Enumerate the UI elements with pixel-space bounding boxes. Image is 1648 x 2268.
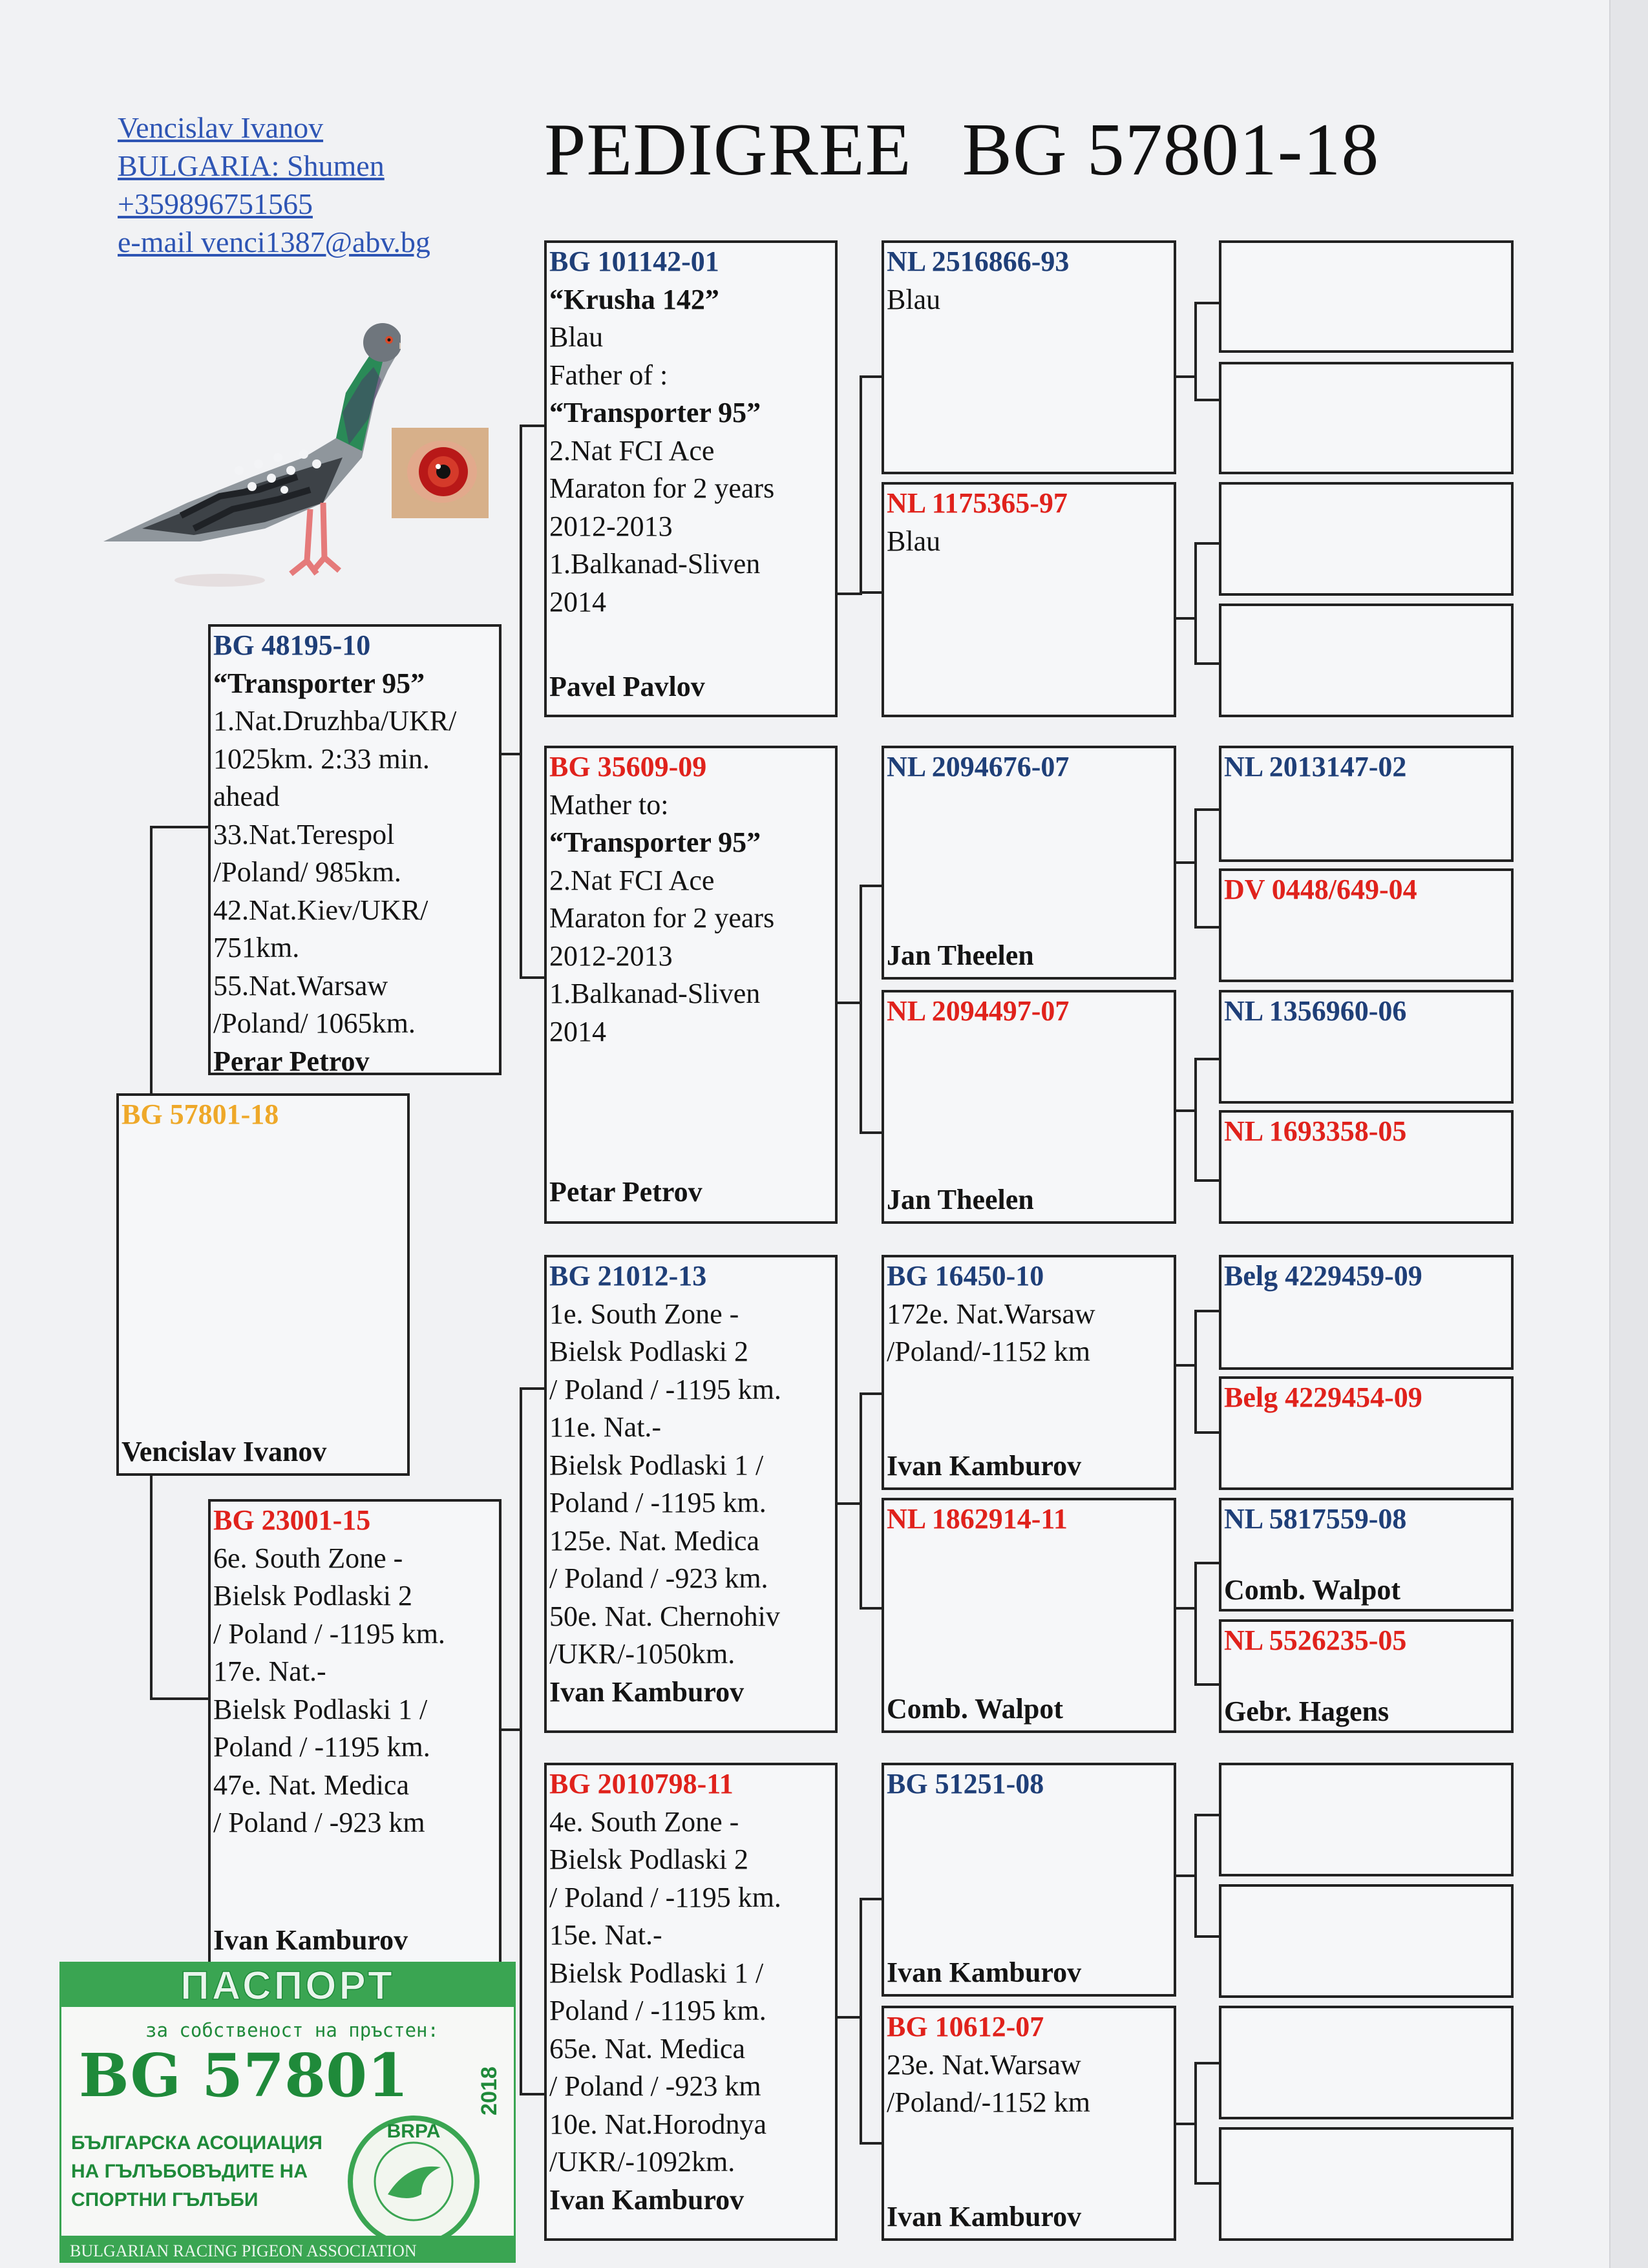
passport-year: 2018 xyxy=(477,2066,502,2116)
gen4-ring: Belg 4229454-09 xyxy=(1224,1381,1422,1413)
gen4-ring: NL 1693358-05 xyxy=(1224,1115,1407,1147)
mf-ring: BG 21012-13 xyxy=(549,1260,707,1292)
gen3-owner: Jan Theelen xyxy=(887,1183,1034,1215)
grandfather-paternal-box xyxy=(544,240,838,717)
father-result-line: 33.Nat.Terespol xyxy=(213,818,395,850)
mf-result-line: 50e. Nat. Chernohiv xyxy=(549,1600,780,1632)
mm-result-line: 65e. Nat. Medica xyxy=(549,2032,745,2064)
father-result-line: 1.Nat.Druzhba/UKR/ xyxy=(213,705,457,737)
pigeon-eye-image xyxy=(392,428,489,518)
gen4-box-6 xyxy=(1219,868,1514,982)
gen4-box-7 xyxy=(1219,990,1514,1104)
gen4-box-16 xyxy=(1219,2127,1514,2241)
mother-owner: Ivan Kamburov xyxy=(213,1924,408,1956)
gen4-ring: NL 5526235-05 xyxy=(1224,1624,1407,1656)
passport-association-line: БЪЛГАРСКА АСОЦИАЦИЯ xyxy=(71,2132,322,2154)
breeder-location[interactable]: BULGARIA: Shumen xyxy=(118,149,385,182)
father-owner: Perar Petrov xyxy=(213,1045,370,1075)
ff-info-line: Father of : xyxy=(549,359,668,391)
fm-offspring-name: “Transporter 95” xyxy=(549,826,761,858)
gen4-box-4 xyxy=(1219,604,1514,717)
mother-result-line: / Poland / -1195 km. xyxy=(213,1617,445,1650)
fm-owner: Petar Petrov xyxy=(549,1175,703,1208)
ff-result-line: Maraton for 2 years xyxy=(549,472,775,504)
gen3-info-line: /Poland/-1152 km xyxy=(887,1336,1090,1367)
passport-ring: BG 57801 xyxy=(79,2041,409,2110)
gen4-ring: NL 5817559-08 xyxy=(1224,1503,1407,1535)
ff-info-line: Blau xyxy=(549,321,604,353)
grandmother-maternal-box xyxy=(544,1763,838,2241)
mm-result-line: Bielsk Podlaski 2 xyxy=(549,1843,749,1875)
fm-result-line: Maraton for 2 years xyxy=(549,902,775,934)
father-result-line: 55.Nat.Warsaw xyxy=(213,969,388,1002)
passport-seal-text: BRPA xyxy=(386,2121,441,2142)
subject-box xyxy=(116,1093,410,1476)
grandfather-maternal-box xyxy=(544,1255,838,1733)
breeder-contact xyxy=(118,109,430,261)
mother-ring: BG 23001-15 xyxy=(213,1504,371,1536)
mf-result-line: / Poland / -923 km. xyxy=(549,1562,768,1594)
father-result-line: /Poland/ 985km. xyxy=(213,856,401,888)
gen4-box-11 xyxy=(1219,1498,1514,1612)
mother-result-line: Poland / -1195 km. xyxy=(213,1731,430,1763)
mother-result-line: Bielsk Podlaski 1 / xyxy=(213,1693,428,1725)
mm-owner: Ivan Kamburov xyxy=(549,2183,745,2216)
mf-result-line: Poland / -1195 km. xyxy=(549,1487,766,1518)
passport-association-line: НА ГЪЛЪБОВЪДИТЕ НА xyxy=(71,2161,308,2182)
gen4-box-15 xyxy=(1219,2006,1514,2119)
gen4-ring: DV 0448/649-04 xyxy=(1224,874,1417,905)
mm-result-line: /UKR/-1092km. xyxy=(549,2146,735,2178)
ownership-passport-sticker xyxy=(59,1962,516,2263)
mother-result-line: 47e. Nat. Medica xyxy=(213,1769,409,1801)
breeder-email[interactable]: e-mail venci1387@abv.bg xyxy=(118,226,430,258)
gen3-owner: Ivan Kamburov xyxy=(887,1449,1082,1482)
mf-result-line: 1e. South Zone - xyxy=(549,1297,739,1330)
gen4-box-10 xyxy=(1219,1376,1514,1490)
gen3-ring: NL 2094497-07 xyxy=(887,995,1070,1027)
gen4-owner: Comb. Walpot xyxy=(1224,1573,1401,1606)
gen3-ring: NL 1862914-11 xyxy=(887,1503,1068,1535)
mf-result-line: / Poland / -1195 km. xyxy=(549,1373,781,1405)
passport-footer: BULGARIAN RACING PIGEON ASSOCIATION xyxy=(70,2242,417,2260)
breeder-name[interactable]: Vencislav Ivanov xyxy=(118,111,324,144)
ff-owner: Pavel Pavlov xyxy=(549,670,705,702)
gen3-ring: NL 2094676-07 xyxy=(887,751,1070,782)
mother-result-line: 6e. South Zone - xyxy=(213,1542,403,1574)
mm-result-line: / Poland / -923 km xyxy=(549,2070,761,2102)
ff-offspring-name: “Transporter 95” xyxy=(549,397,761,428)
gen3-ring: BG 16450-10 xyxy=(887,1260,1044,1292)
gen4-box-13 xyxy=(1219,1763,1514,1876)
mf-result-line: Bielsk Podlaski 1 / xyxy=(549,1449,764,1481)
pigeon-image xyxy=(90,309,401,600)
mf-result-line: /UKR/-1050km. xyxy=(549,1638,735,1670)
fm-result-line: 1.Balkanad-Sliven xyxy=(549,978,761,1009)
ff-result-line: 2012-2013 xyxy=(549,510,673,542)
ff-result-line: 2014 xyxy=(549,585,606,618)
father-result-line: 751km. xyxy=(213,932,300,963)
gen4-ring: NL 2013147-02 xyxy=(1224,751,1407,782)
mf-owner: Ivan Kamburov xyxy=(549,1675,745,1708)
mf-result-line: 11e. Nat.- xyxy=(549,1411,662,1443)
mm-result-line: / Poland / -1195 km. xyxy=(549,1881,781,1913)
gen3-owner: Ivan Kamburov xyxy=(887,2200,1082,2232)
gen3-owner: Jan Theelen xyxy=(887,939,1034,971)
mm-result-line: Poland / -1195 km. xyxy=(549,1995,766,2026)
subject-owner: Vencislav Ivanov xyxy=(121,1435,327,1467)
ff-result-line: 1.Balkanad-Sliven xyxy=(549,548,761,580)
gen4-owner: Gebr. Hagens xyxy=(1224,1695,1389,1727)
gen4-ring: Belg 4229459-09 xyxy=(1224,1260,1422,1292)
gen3-box-6 xyxy=(882,1498,1176,1733)
passport-association-line: СПОРТНИ ГЪЛЪБИ xyxy=(71,2189,259,2210)
mother-result-line: / Poland / -923 km xyxy=(213,1807,425,1838)
gen4-box-12 xyxy=(1219,1619,1514,1733)
gen3-box-3 xyxy=(882,746,1176,980)
ff-result-line: 2.Nat FCI Ace xyxy=(549,434,715,467)
mother-box xyxy=(208,1499,502,1964)
father-result-line: /Poland/ 1065km. xyxy=(213,1007,416,1039)
mm-result-line: 15e. Nat.- xyxy=(549,1919,662,1951)
father-name: “Transporter 95” xyxy=(213,667,425,699)
mm-result-line: Bielsk Podlaski 1 / xyxy=(549,1957,764,1989)
passport-subtitle: за собственост на пръстен: xyxy=(145,2019,439,2041)
gen3-info-line: 23e. Nat.Warsaw xyxy=(887,2048,1081,2081)
father-result-line: 42.Nat.Kiev/UKR/ xyxy=(213,894,428,926)
breeder-phone[interactable]: +359896751565 xyxy=(118,187,313,220)
gen3-box-4 xyxy=(882,990,1176,1224)
gen3-info-line: 172e. Nat.Warsaw xyxy=(887,1297,1095,1330)
grandmother-paternal-box xyxy=(544,746,838,1224)
gen3-ring: BG 51251-08 xyxy=(887,1768,1044,1800)
passport-header: ПАСПОРТ xyxy=(180,1964,395,2008)
mother-result-line: Bielsk Podlaski 2 xyxy=(213,1580,413,1612)
gen4-box-2 xyxy=(1219,362,1514,474)
father-result-line: 1025km. 2:33 min. xyxy=(213,742,430,775)
gen3-info-line: Blau xyxy=(887,283,941,315)
gen4-ring: NL 1356960-06 xyxy=(1224,995,1407,1027)
page-title xyxy=(544,107,1430,193)
gen4-box-1 xyxy=(1219,240,1514,353)
gen3-owner: Comb. Walpot xyxy=(887,1692,1064,1725)
gen4-box-5 xyxy=(1219,746,1514,862)
fm-ring: BG 35609-09 xyxy=(549,751,707,782)
mf-result-line: Bielsk Podlaski 2 xyxy=(549,1336,749,1367)
fm-info-line: Mather to: xyxy=(549,788,669,821)
ff-ring: BG 101142-01 xyxy=(549,246,719,277)
page-edge xyxy=(1609,0,1648,2268)
gen3-box-1 xyxy=(882,240,1176,474)
fm-result-line: 2014 xyxy=(549,1015,606,1047)
gen4-box-14 xyxy=(1219,1884,1514,1998)
fm-result-line: 2012-2013 xyxy=(549,940,673,972)
gen4-box-9 xyxy=(1219,1255,1514,1370)
ff-name: “Krusha 142” xyxy=(549,283,719,315)
subject-ring: BG 57801-18 xyxy=(121,1098,279,1130)
mf-result-line: 125e. Nat. Medica xyxy=(549,1524,759,1557)
gen3-ring: NL 2516866-93 xyxy=(887,246,1070,277)
father-result-line: ahead xyxy=(213,781,280,812)
gen4-box-8 xyxy=(1219,1110,1514,1224)
title-word: PEDIGREE xyxy=(544,109,912,191)
gen3-box-5 xyxy=(882,1255,1176,1490)
gen3-ring: NL 1175365-97 xyxy=(887,487,1068,519)
gen3-box-7 xyxy=(882,1763,1176,1997)
mm-ring: BG 2010798-11 xyxy=(549,1768,734,1800)
gen3-info-line: /Poland/-1152 km xyxy=(887,2086,1090,2118)
gen3-box-2 xyxy=(882,482,1176,717)
gen3-box-8 xyxy=(882,2006,1176,2241)
father-box xyxy=(208,624,502,1075)
gen4-box-3 xyxy=(1219,482,1514,596)
father-ring: BG 48195-10 xyxy=(213,629,371,661)
gen3-info-line: Blau xyxy=(887,525,941,557)
mm-result-line: 10e. Nat.Horodnya xyxy=(549,2108,767,2140)
gen3-owner: Ivan Kamburov xyxy=(887,1956,1082,1988)
mother-result-line: 17e. Nat.- xyxy=(213,1655,326,1687)
title-ring: BG 57801-18 xyxy=(962,109,1380,191)
brpa-seal-icon xyxy=(350,2118,477,2245)
fm-result-line: 2.Nat FCI Ace xyxy=(549,864,715,896)
gen3-ring: BG 10612-07 xyxy=(887,2011,1044,2042)
mm-result-line: 4e. South Zone - xyxy=(549,1805,739,1838)
